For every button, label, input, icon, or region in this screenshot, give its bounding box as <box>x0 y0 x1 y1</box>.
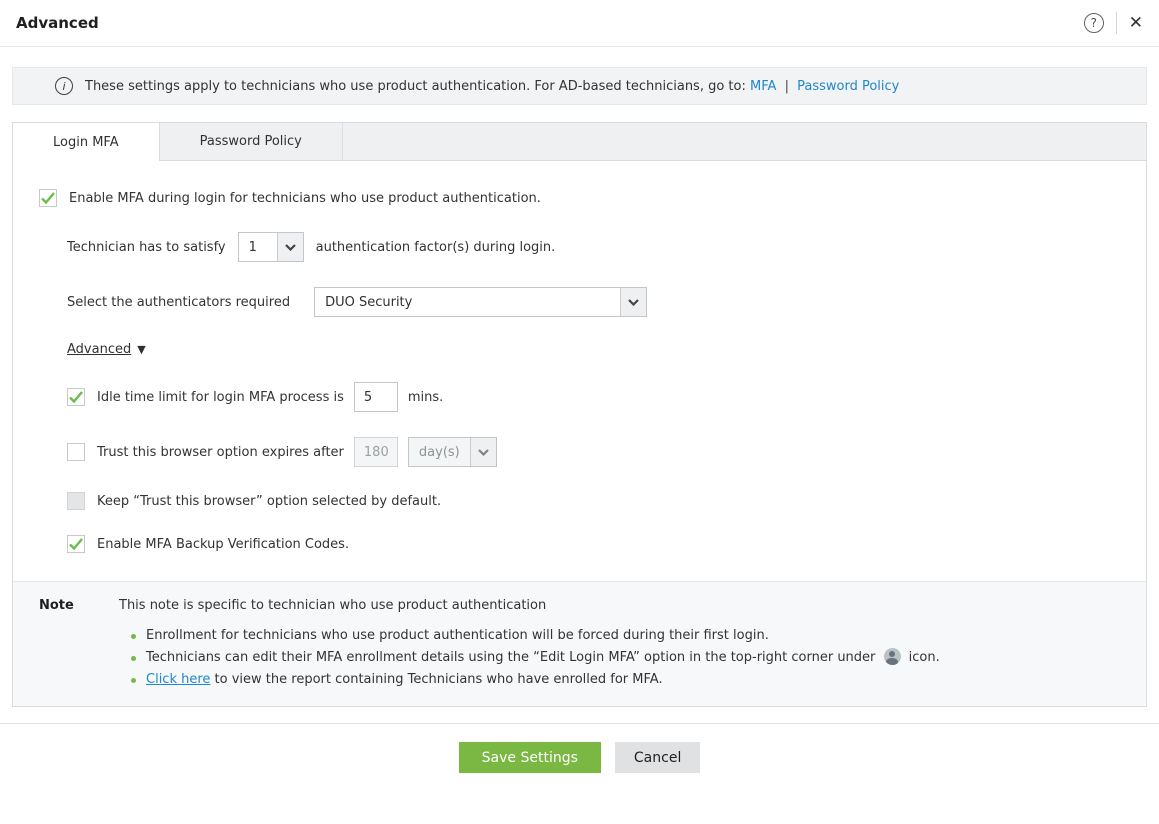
trust-expiry-checkbox[interactable] <box>67 443 85 461</box>
tab-password-policy[interactable] <box>160 123 343 160</box>
factors-select-value: 1 <box>239 233 277 261</box>
chevron-down-icon <box>620 288 646 316</box>
chevron-down-icon <box>277 233 303 261</box>
authenticators-select[interactable] <box>314 287 647 317</box>
password-policy-link[interactable]: Password Policy <box>797 78 900 94</box>
idle-time-prefix: Idle time limit for login MFA process is <box>97 389 344 405</box>
note-bullet-1-text: Enrollment for technicians who use product authentication will be forced during their first login. <box>146 628 769 643</box>
backup-codes-row <box>67 535 1120 553</box>
check-icon <box>69 538 83 550</box>
footer-actions <box>0 742 1159 773</box>
list-item <box>131 647 1120 669</box>
settings-panel <box>12 122 1147 707</box>
click-here-link[interactable]: Click here <box>146 671 211 687</box>
note-bullet-list <box>131 625 1120 690</box>
close-icon-glyph: ✕ <box>1128 12 1143 33</box>
advanced-toggle-link[interactable]: Advanced <box>67 342 132 357</box>
info-banner-message: These settings apply to technicians who use product authentication. For AD-based technicians, go to: <box>85 78 746 94</box>
enable-mfa-label: Enable MFA during login for technicians who use product authentication. <box>69 190 541 206</box>
close-icon[interactable] <box>1128 12 1143 33</box>
page-title: Advanced <box>16 14 99 32</box>
trust-expiry-input[interactable] <box>354 437 398 467</box>
note-bullet-2-after: icon. <box>908 649 940 665</box>
dialog-header <box>0 0 1159 47</box>
note-heading: Note <box>39 598 74 613</box>
trust-expiry-prefix: Trust this browser option expires after <box>97 444 344 460</box>
footer-divider <box>0 723 1159 724</box>
keep-trust-row <box>67 492 1120 510</box>
backup-codes-label: Enable MFA Backup Verification Codes. <box>97 536 350 552</box>
tab-login-mfa-label: Login MFA <box>53 134 119 150</box>
note-bullet-3-after: to view the report containing Technicians who have enrolled for MFA. <box>214 671 663 687</box>
factors-prefix: Technician has to satisfy <box>67 239 226 255</box>
backup-codes-checkbox[interactable] <box>67 535 85 553</box>
authenticators-select-value: DUO Security <box>315 288 620 316</box>
info-icon-glyph: i <box>62 79 66 93</box>
info-banner <box>12 67 1147 105</box>
authenticators-row <box>67 287 1120 317</box>
enable-mfa-row <box>39 189 1120 207</box>
user-avatar-icon <box>884 648 901 665</box>
trust-expiry-unit-select[interactable] <box>408 437 497 467</box>
chevron-down-icon <box>470 438 496 466</box>
enable-mfa-checkbox[interactable] <box>39 189 57 207</box>
header-divider <box>1116 12 1117 34</box>
list-item <box>131 669 1120 691</box>
note-bullet-2-before: Technicians can edit their MFA enrollment details using the “Edit Login MFA” option in the top-right corner under <box>146 649 876 665</box>
tab-login-mfa[interactable] <box>13 123 160 161</box>
idle-time-checkbox[interactable] <box>67 388 85 406</box>
tab-bar <box>13 123 1146 161</box>
caret-down-icon[interactable]: ▼ <box>137 343 146 356</box>
help-icon-glyph: ? <box>1090 16 1097 30</box>
help-icon[interactable] <box>1084 13 1104 33</box>
tab-password-policy-label: Password Policy <box>199 134 302 149</box>
keep-trust-label: Keep “Trust this browser” option selected by default. <box>97 493 442 509</box>
idle-time-row <box>67 382 1120 412</box>
mfa-link[interactable]: MFA <box>750 78 777 94</box>
login-mfa-tab-content <box>13 161 1146 581</box>
factors-row <box>67 232 1120 262</box>
list-item <box>131 625 1120 647</box>
trust-expiry-unit-value: day(s) <box>409 438 470 466</box>
check-icon <box>41 192 55 204</box>
info-banner-text <box>85 79 899 94</box>
note-intro: This note is specific to technician who use product authentication <box>119 598 547 613</box>
note-section <box>13 581 1146 706</box>
authenticators-label: Select the authenticators required <box>67 294 291 310</box>
idle-time-suffix: mins. <box>407 389 444 405</box>
idle-time-input[interactable] <box>354 382 398 412</box>
factors-select[interactable] <box>238 232 304 262</box>
save-settings-button[interactable]: Save Settings <box>459 742 601 773</box>
cancel-button[interactable]: Cancel <box>615 742 700 773</box>
link-separator: | <box>784 78 789 94</box>
keep-trust-checkbox <box>67 492 85 510</box>
advanced-toggle-row <box>67 342 1120 357</box>
info-icon <box>55 77 73 95</box>
check-icon <box>69 391 83 403</box>
factors-suffix: authentication factor(s) during login. <box>315 239 556 255</box>
trust-expiry-row <box>67 437 1120 467</box>
